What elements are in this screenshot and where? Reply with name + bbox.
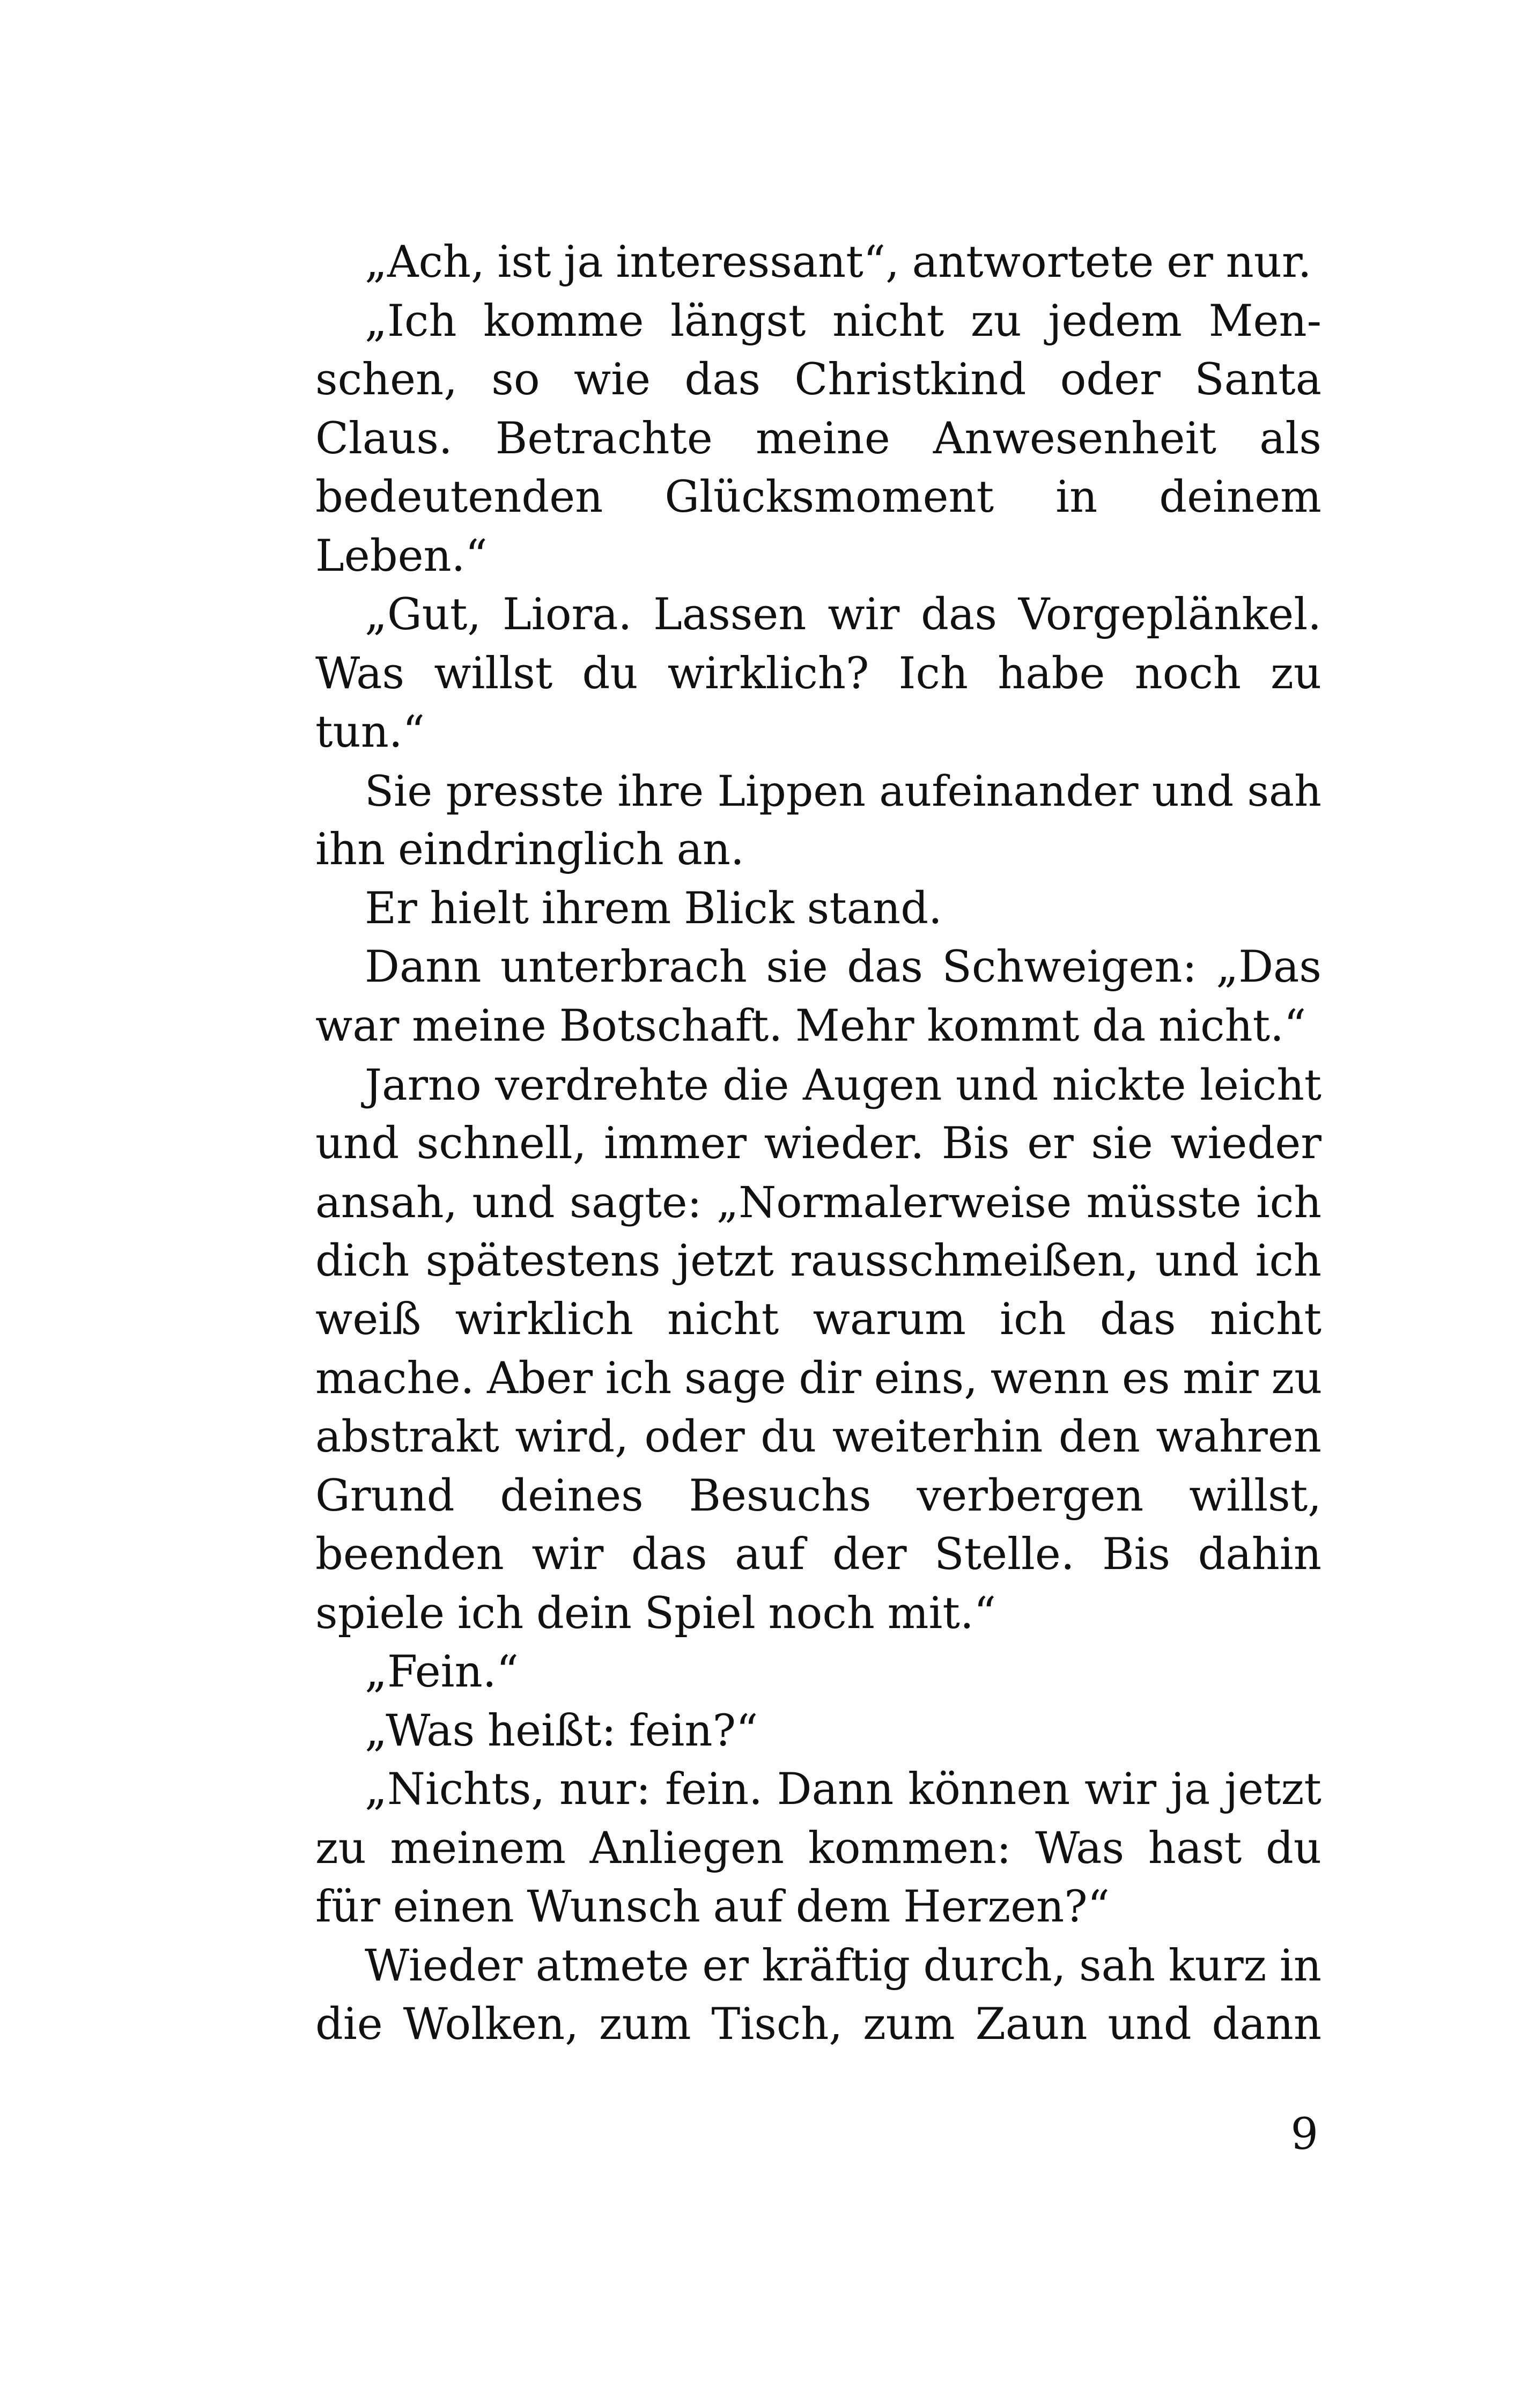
text-line: dich spätestens jetzt rausschmeißen, und ich <box>315 1235 1321 1286</box>
text-line: Dann unterbrach sie das Schweigen: „Das <box>365 942 1321 992</box>
text-line: beenden wir das auf der Stelle. Bis dahin <box>315 1529 1321 1580</box>
text-line: Leben.“ <box>315 531 488 581</box>
text-line: tun.“ <box>315 707 425 757</box>
text-line: „Gut, Liora. Lassen wir das Vorgeplänkel. <box>365 590 1321 640</box>
text-line: Sie presste ihre Lippen aufeinander und sah <box>365 766 1321 816</box>
text-line: Grund deines Besuchs verbergen willst, <box>315 1470 1321 1521</box>
text-line: „Ich komme längst nicht zu jedem Men- <box>365 296 1321 347</box>
text-line: Claus. Betrachte meine Anwesenheit als <box>315 413 1321 464</box>
text-line: „Ach, ist ja interessant“, antwortete er nur. <box>365 237 1312 288</box>
text-line: „Fein.“ <box>365 1647 519 1697</box>
text-line: für einen Wunsch auf dem Herzen?“ <box>315 1882 1110 1932</box>
text-line: „Was heißt: fein?“ <box>365 1705 758 1756</box>
text-line: schen, so wie das Christkind oder Santa <box>315 355 1321 405</box>
text-line: ansah, und sagte: „Normalerweise müsste ich <box>315 1177 1321 1227</box>
text-line: die Wolken, zum Tisch, zum Zaun und dann <box>315 1999 1321 2050</box>
text-line: zu meinem Anliegen kommen: Was hast du <box>315 1823 1321 1874</box>
text-line: war meine Botschaft. Mehr kommt da nicht.“ <box>315 1000 1306 1051</box>
text-line: weiß wirklich nicht warum ich das nicht <box>315 1294 1321 1345</box>
page-body <box>315 233 1321 2054</box>
text-line: mache. Aber ich sage dir eins, wenn es mir zu <box>315 1353 1323 1404</box>
text-line: „Nichts, nur: fein. Dann können wir ja jetzt <box>365 1764 1321 1815</box>
page-number: 9 <box>1290 2109 1318 2160</box>
text-line: und schnell, immer wieder. Bis er sie wieder <box>315 1118 1321 1169</box>
text-line: abstrakt wird, oder du weiterhin den wahren <box>315 1412 1321 1462</box>
text-line: Jarno verdrehte die Augen und nickte leicht <box>365 1060 1321 1110</box>
text-line: bedeutenden Glücksmoment in deinem <box>315 472 1321 522</box>
text-line: Was willst du wirklich? Ich habe noch zu <box>315 648 1321 699</box>
text-line: ihn eindringlich an. <box>315 824 744 875</box>
text-line: Er hielt ihrem Blick stand. <box>365 883 942 934</box>
text-line: Wieder atmete er kräftig durch, sah kurz in <box>365 1940 1321 1991</box>
text-line: spiele ich dein Spiel noch mit.“ <box>315 1588 996 1639</box>
